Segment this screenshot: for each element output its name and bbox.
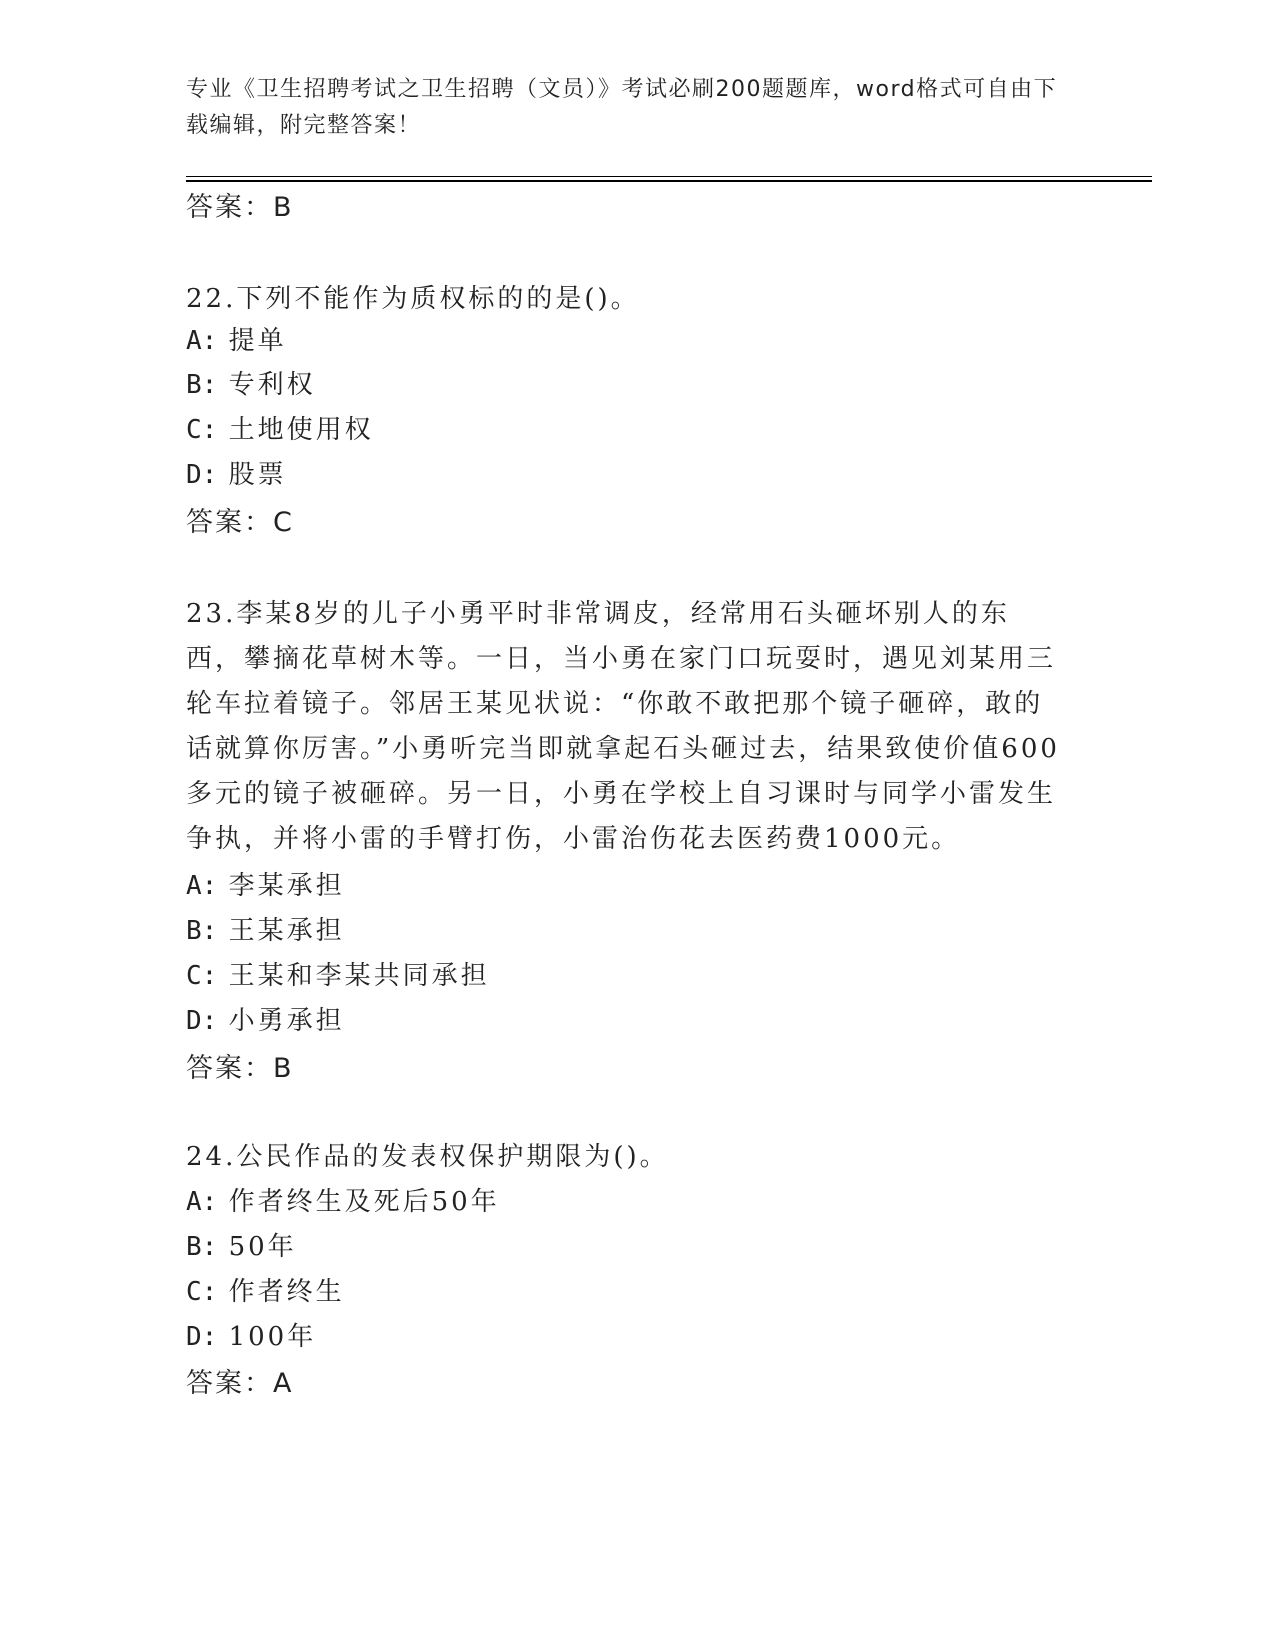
option-text: 王某和李某共同承担 <box>228 961 490 991</box>
option-letter: A: <box>186 871 218 901</box>
option-letter: B: <box>186 1232 218 1262</box>
option-text: 50年 <box>228 1232 297 1262</box>
question-23-option-a <box>186 868 345 904</box>
option-text: 股票 <box>228 460 287 490</box>
option-letter: C: <box>186 415 218 445</box>
question-23-option-d <box>186 1003 345 1039</box>
header-divider-thin <box>186 176 1152 177</box>
option-letter: A: <box>186 326 218 356</box>
question-23-option-c <box>186 958 490 994</box>
option-text: 提单 <box>228 326 287 356</box>
option-letter: C: <box>186 961 218 991</box>
option-letter: C: <box>186 1277 218 1307</box>
question-24-option-b <box>186 1229 297 1265</box>
option-text: 100年 <box>228 1322 317 1352</box>
option-text: 土地使用权 <box>228 415 374 445</box>
option-letter: D: <box>186 1322 218 1352</box>
option-letter: A: <box>186 1187 218 1217</box>
question-23-stem: 23.李某8岁的儿子小勇平时非常调皮，经常用石头砸坏别人的东西，攀摘花草树木等。一日，当小勇在家门口玩耍时，遇见刘某用三轮车拉着镜子。邻居王某见状说：“你敢不敢把那个镜子砸碎，敢的话就算你厉害。”小勇听完当即就拿起石头砸过去，结果致使价值600多元的镜子被砸碎。另一日，小勇在学校上自习课时与同学小雷发生争执，并将小雷的手臂打伤，小雷治伤花去医药费1000元。 <box>186 599 1060 854</box>
question-23-answer: 答案：B <box>186 1053 294 1084</box>
question-22-stem: 22.下列不能作为质权标的的是()。 <box>186 284 640 314</box>
option-text: 李某承担 <box>228 871 345 901</box>
question-24-option-d <box>186 1319 316 1355</box>
option-letter: B: <box>186 916 218 946</box>
option-text: 作者终生及死后50年 <box>228 1187 500 1217</box>
option-text: 小勇承担 <box>228 1006 345 1036</box>
document-header: 专业《卫生招聘考试之卫生招聘（文员）》考试必刷200题题库，word格式可自由下载编辑，附完整答案！ <box>186 77 1058 138</box>
question-22-option-c <box>186 412 374 448</box>
option-letter: D: <box>186 1006 218 1036</box>
option-text: 专利权 <box>228 370 316 400</box>
question-24-option-a <box>186 1184 500 1220</box>
option-letter: B: <box>186 370 218 400</box>
question-24-stem: 24.公民作品的发表权保护期限为()。 <box>186 1142 669 1172</box>
question-22-option-d <box>186 457 287 493</box>
question-22-answer: 答案：C <box>186 507 294 538</box>
option-text: 作者终生 <box>228 1277 345 1307</box>
option-letter: D: <box>186 460 218 490</box>
question-24-answer: 答案：A <box>186 1368 294 1399</box>
question-22-option-a <box>186 323 287 359</box>
question-23-option-b <box>186 913 345 949</box>
answer-previous-question: 答案：B <box>186 192 294 223</box>
option-text: 王某承担 <box>228 916 345 946</box>
question-24-option-c <box>186 1274 345 1310</box>
header-divider-thick <box>186 180 1152 182</box>
question-22-option-b <box>186 367 316 403</box>
